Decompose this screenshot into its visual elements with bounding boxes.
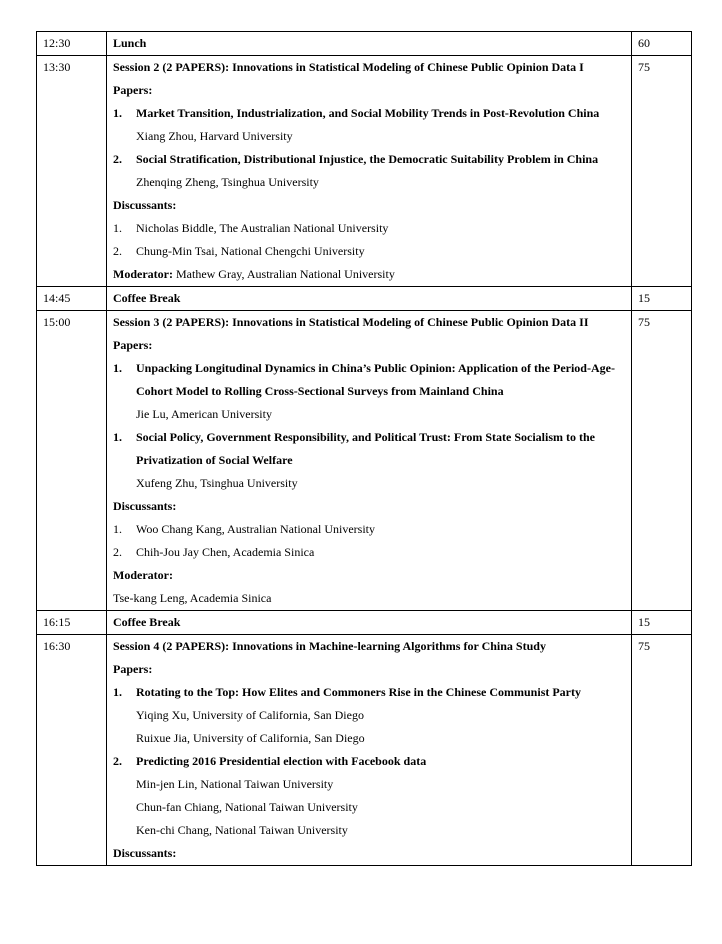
- duration-cell: 75: [632, 635, 692, 866]
- paper-author: Yiqing Xu, University of California, San Diego: [136, 708, 364, 722]
- time-cell: 12:30: [37, 32, 107, 56]
- paper-author: Ruixue Jia, University of California, San Diego: [136, 731, 365, 745]
- papers-label: Papers:: [113, 83, 153, 97]
- session-title: Session 2 (2 PAPERS): Innovations in Statistical Modeling of Chinese Public Opinion Data I: [113, 60, 584, 74]
- paper-number: 1.: [113, 106, 122, 120]
- paper-item: [113, 148, 625, 171]
- session-title: Session 3 (2 PAPERS): Innovations in Statistical Modeling of Chinese Public Opinion Data II: [113, 315, 589, 329]
- time-cell: 14:45: [37, 287, 107, 311]
- paper-author: Min-jen Lin, National Taiwan University: [136, 777, 334, 791]
- discussant-name: Chih-Jou Jay Chen, Academia Sinica: [136, 545, 315, 559]
- schedule-row-session-4: [37, 635, 692, 866]
- session-title: Coffee Break: [107, 611, 632, 635]
- session-details: [107, 311, 632, 611]
- discussants-label: Discussants:: [113, 499, 177, 513]
- paper-item: [113, 102, 625, 125]
- discussant-item: [113, 240, 625, 263]
- discussant-name: Woo Chang Kang, Australian National University: [136, 522, 375, 536]
- discussant-name: Nicholas Biddle, The Australian National University: [136, 221, 389, 235]
- time-cell: 16:30: [37, 635, 107, 866]
- paper-title: Predicting 2016 Presidential election with Facebook data: [136, 754, 427, 768]
- schedule-row-coffee-break: [37, 611, 692, 635]
- papers-label: Papers:: [113, 338, 153, 352]
- paper-item: [113, 426, 625, 472]
- duration-cell: 15: [632, 611, 692, 635]
- moderator-name: Tse-kang Leng, Academia Sinica: [113, 591, 272, 605]
- duration-cell: 60: [632, 32, 692, 56]
- schedule-table: [36, 31, 692, 866]
- session-title: Coffee Break: [107, 287, 632, 311]
- discussant-item: [113, 217, 625, 240]
- session-title: Session 4 (2 PAPERS): Innovations in Machine-learning Algorithms for China Study: [113, 639, 546, 653]
- moderator-line: [113, 263, 625, 286]
- paper-author: Zhenqing Zheng, Tsinghua University: [136, 175, 319, 189]
- moderator-label: Moderator:: [113, 267, 173, 281]
- schedule-row-coffee-break: [37, 287, 692, 311]
- schedule-row-lunch: [37, 32, 692, 56]
- paper-title: Social Policy, Government Responsibility, and Political Trust: From State Socialism to the Privatization of Social Welfare: [136, 430, 595, 467]
- paper-number: 1.: [113, 361, 122, 375]
- paper-item: [113, 750, 625, 773]
- discussant-number: 1.: [113, 221, 122, 235]
- time-cell: 16:15: [37, 611, 107, 635]
- paper-number: 2.: [113, 152, 122, 166]
- session-details: [107, 56, 632, 287]
- paper-author: Xufeng Zhu, Tsinghua University: [136, 476, 298, 490]
- discussants-label: Discussants:: [113, 198, 177, 212]
- time-cell: 13:30: [37, 56, 107, 287]
- paper-title: Unpacking Longitudinal Dynamics in China’s Public Opinion: Application of the Period-Age-Cohort Model to Rolling Cross-Sectional Surveys from Mainland China: [136, 361, 615, 398]
- paper-author: Chun-fan Chiang, National Taiwan University: [136, 800, 358, 814]
- paper-item: [113, 357, 625, 403]
- paper-title: Market Transition, Industrialization, and Social Mobility Trends in Post-Revolution China: [136, 106, 600, 120]
- paper-author: Jie Lu, American University: [136, 407, 272, 421]
- duration-cell: 75: [632, 311, 692, 611]
- discussants-label: Discussants:: [113, 846, 177, 860]
- paper-number: 2.: [113, 754, 122, 768]
- session-details: [107, 635, 632, 866]
- discussant-number: 2.: [113, 244, 122, 258]
- session-title: Lunch: [107, 32, 632, 56]
- paper-author: Ken-chi Chang, National Taiwan University: [136, 823, 348, 837]
- moderator-name: Mathew Gray, Australian National University: [175, 267, 395, 281]
- discussant-name: Chung-Min Tsai, National Chengchi University: [136, 244, 365, 258]
- paper-author: Xiang Zhou, Harvard University: [136, 129, 293, 143]
- paper-number: 1.: [113, 430, 122, 444]
- duration-cell: 15: [632, 287, 692, 311]
- papers-label: Papers:: [113, 662, 153, 676]
- schedule-row-session-2: [37, 56, 692, 287]
- discussant-number: 1.: [113, 522, 122, 536]
- paper-title: Rotating to the Top: How Elites and Commoners Rise in the Chinese Communist Party: [136, 685, 582, 699]
- paper-title: Social Stratification, Distributional Injustice, the Democratic Suitability Problem in China: [136, 152, 599, 166]
- discussant-item: [113, 541, 625, 564]
- schedule-row-session-3: [37, 311, 692, 611]
- duration-cell: 75: [632, 56, 692, 287]
- paper-item: [113, 681, 625, 704]
- moderator-label: Moderator:: [113, 568, 173, 582]
- time-cell: 15:00: [37, 311, 107, 611]
- paper-number: 1.: [113, 685, 122, 699]
- discussant-number: 2.: [113, 545, 122, 559]
- discussant-item: [113, 518, 625, 541]
